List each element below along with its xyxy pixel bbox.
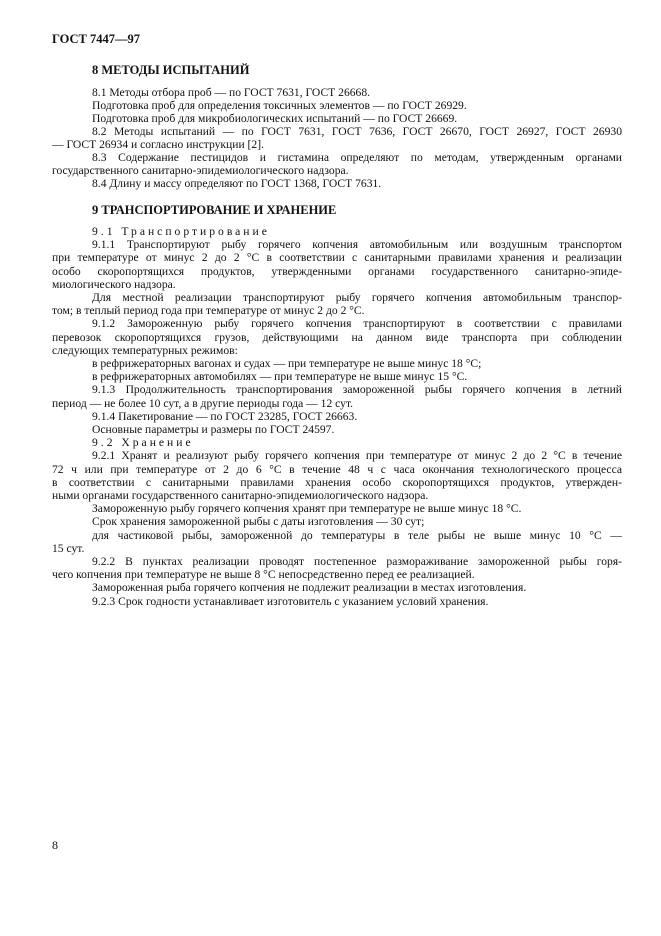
text-line: том; в теплый период года при температуре от минус 2 до 2 °С. — [52, 304, 365, 318]
text-line: 9.2.1 Хранят и реализуют рыбу горячего копчения при температуре от минус 2 до 2 °С в течение — [92, 449, 622, 463]
document-header: ГОСТ 7447—97 — [52, 32, 141, 46]
text-line: следующих температурных режимов: — [52, 343, 238, 357]
text-line: особо скоропортящихся продуктов, утвержденными органами государственного санитарно-эпиде- — [52, 264, 622, 278]
text-line: 9.1.2 Замороженную рыбу горячего копчения транспортируют в соответствии с правилами — [92, 317, 622, 331]
text-line: 9.1.3 Продолжительность транспортирования замороженной рыбы горячего копчения в летний — [92, 383, 622, 397]
text-line: 15 сут. — [52, 541, 85, 555]
text-line: 9.2.2 В пунктах реализации проводят постепенное размораживание замороженной рыбы горя- — [92, 555, 622, 568]
text-line: Основные параметры и размеры по ГОСТ 24597. — [92, 423, 335, 436]
text-line: Замороженная рыба горячего копчения не подлежит реализации в местах изготовления. — [92, 581, 527, 595]
text-line: чего копчения при температуре не выше 8 °С непосредственно перед ее реализацией. — [52, 568, 475, 582]
section-8-heading: 8 МЕТОДЫ ИСПЫТАНИЙ — [92, 63, 250, 77]
text-line: 9.1.1 Транспортируют рыбу горячего копчения автомобильным или воздушным транспортом — [92, 238, 622, 252]
text-line: — ГОСТ 26934 и согласно инструкции [2]. — [52, 138, 264, 151]
text-line: в соответствии с санитарными правилами хранения особо скоропортящихся продуктов, утвержден- — [52, 475, 622, 489]
text-line: перевозок скоропортящихся грузов, действующими на данном виде транспорта при соблюдении — [52, 330, 622, 344]
text-line: в рефрижераторных автомобилях — при температуре не выше минус 15 °С. — [92, 370, 468, 384]
text-line: период — не более 10 сут, а в другие периоды года — 12 сут. — [52, 396, 354, 410]
section-9-heading: 9 ТРАНСПОРТИРОВАНИЕ И ХРАНЕНИЕ — [92, 203, 337, 217]
text-line: 8.1 Методы отбора проб — по ГОСТ 7631, ГОСТ 26668. — [92, 86, 371, 99]
text-line: 8.2 Методы испытаний — по ГОСТ 7631, ГОСТ 7636, ГОСТ 26670, ГОСТ 26927, ГОСТ 26930 — [92, 125, 622, 138]
text-line: Срок хранения замороженной рыбы с даты изготовления — 30 сут; — [92, 515, 425, 529]
text-line: 8.3 Содержание пестицидов и гистамина определяют по методам, утвержденным органами — [92, 151, 622, 164]
text-line: ными органами государственного санитарно-эпидемиологического надзора. — [52, 489, 429, 502]
text-line: 72 ч или при температуре от 2 до 6 °С в течение 48 ч с часа окончания технологического процесса — [52, 462, 622, 476]
text-line: 8.4 Длину и массу определяют по ГОСТ 1368, ГОСТ 7631. — [92, 177, 382, 190]
text-line: Замороженную рыбу горячего копчения хранят при температуре не выше минус 18 °С. — [92, 502, 522, 516]
text-line: 9.2 Хранение — [92, 436, 194, 450]
text-line: Подготовка проб для определения токсичных элементов — по ГОСТ 26929. — [92, 99, 467, 112]
text-line: при температуре от минус 2 до 2 °С в соответствии с санитарными правилами хранения и реализации — [52, 251, 622, 265]
text-line: в рефрижераторных вагонах и судах — при температуре не выше минус 18 °С; — [92, 357, 482, 370]
text-line: Подготовка проб для микробиологических испытаний — по ГОСТ 26669. — [92, 112, 458, 125]
text-line: миологического надзора. — [52, 277, 176, 291]
text-line: 9.1 Транспортирование — [92, 225, 270, 238]
text-line: Для местной реализации транспортируют рыбу горячего копчения автомобильным транспор- — [92, 291, 622, 304]
text-line: 9.1.4 Пакетирование — по ГОСТ 23285, ГОСТ 26663. — [92, 409, 358, 423]
page-number: 8 — [52, 838, 58, 852]
text-line: государственного санитарно-эпидемиологического надзора. — [52, 164, 349, 177]
text-line: для частиковой рыбы, замороженной до температуры в теле рыбы не выше минус 10 °С — — [92, 528, 622, 542]
text-line: 9.2.3 Срок годности устанавливает изготовитель с указанием условий хранения. — [92, 594, 489, 608]
